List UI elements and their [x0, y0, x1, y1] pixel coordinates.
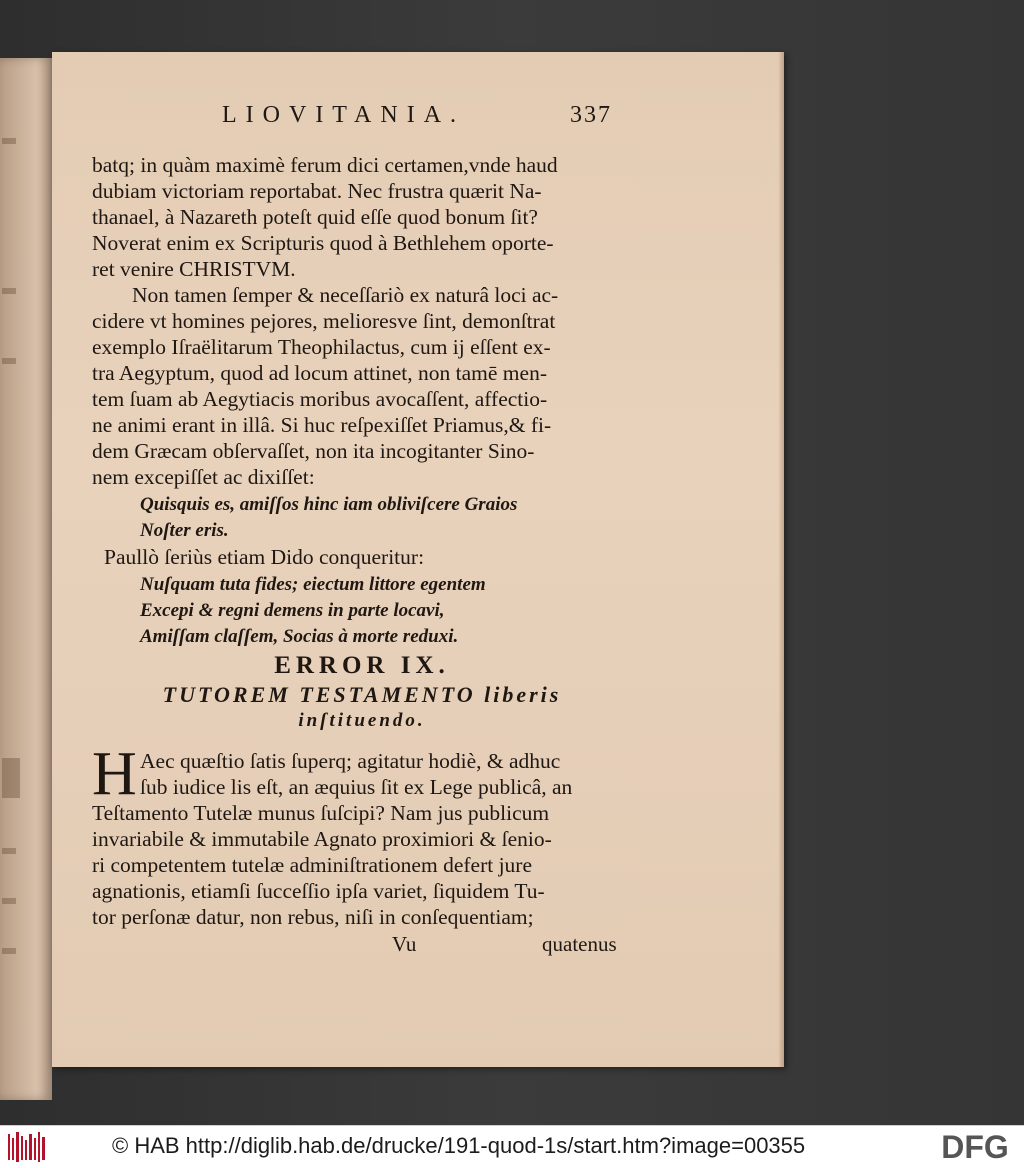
text-line: agnationis, etiamſi ſucceſſio ipſa variet, ſiquidem Tu- — [92, 879, 545, 903]
text-line: tor perſonæ datur, non rebus, niſi in conſequentiam; — [92, 905, 534, 929]
text-line: invariabile & immutabile Agnato proximiori & ſenio- — [92, 827, 552, 851]
running-title: LIOVITANIA. — [222, 102, 466, 128]
text-line: cidere vt homines pejores, melioresve ſint, demonſtrat — [92, 309, 556, 333]
barcode-icon — [8, 1132, 48, 1162]
verse-line: Nuſquam tuta fides; eiectum littore egentem — [140, 574, 486, 595]
previous-page-edge — [0, 58, 52, 1100]
text-line: dem Græcam obſervaſſet, non ita incogitanter Sino- — [92, 439, 535, 463]
text-line: Aec quæſtio ſatis ſuperq; agitatur hodiè, & adhuc — [140, 749, 561, 773]
text-line: ret venire CHRISTVM. — [92, 257, 296, 281]
verse-line: Quisquis es, amiſſos hinc iam obliviſcere Graios — [140, 494, 518, 515]
copyright-url[interactable]: © HAB http://diglib.hab.de/drucke/191-quod-1s/start.htm?image=00355 — [112, 1133, 806, 1158]
dfg-logo — [932, 1130, 1018, 1164]
text-line: tra Aegyptum, quod ad locum attinet, non tamē men- — [92, 361, 547, 385]
text-line: ri competentem tutelæ adminiſtrationem defert jure — [92, 853, 533, 877]
signature-mark: Vu — [392, 932, 417, 956]
page-edge-shadow — [778, 52, 784, 1067]
verse-line: Noſter eris. — [140, 520, 229, 541]
text-line: Non tamen ſemper & neceſſariò ex naturâ loci ac- — [132, 283, 559, 307]
text-line: batq; in quàm maximè ferum dici certamen,vnde haud — [92, 153, 558, 177]
text-line: exemplo Iſraëlitarum Theophilactus, cum ij eſſent ex- — [92, 335, 551, 359]
text-line: ne animi erant in illâ. Si huc reſpexiſſet Priamus,& fi- — [92, 413, 552, 437]
error-heading: ERROR IX. — [274, 652, 450, 679]
text-line: nem excepiſſet ac dixiſſet: — [92, 465, 315, 489]
text-line: Paullò ſeriùs etiam Dido conqueritur: — [104, 545, 425, 569]
verse-line: Amiſſam claſſem, Socias à morte reduxi. — [140, 626, 459, 647]
book-page — [52, 52, 784, 1067]
section-subheading: TUTOREM TESTAMENTO liberis — [162, 682, 562, 707]
text-line: Teſtamento Tutelæ munus ſuſcipi? Nam jus publicum — [92, 801, 550, 825]
section-subheading: inſtituendo. — [298, 710, 426, 731]
text-line: tem ſuam ab Aegytiacis moribus avocaſſent, affectio- — [92, 387, 548, 411]
text-line: ſub iudice lis eſt, an æquius ſit ex Lege publicâ, an — [140, 775, 573, 799]
running-header — [222, 102, 642, 138]
page-number: 337 — [570, 102, 612, 128]
verse-line: Excepi & regni demens in parte locavi, — [140, 600, 445, 621]
footer-bar — [0, 1125, 1024, 1168]
text-line: Noverat enim ex Scripturis quod à Bethlehem oporte- — [92, 231, 554, 255]
catchword: quatenus — [542, 932, 617, 956]
text-line: dubiam victoriam reportabat. Nec frustra quærit Na- — [92, 179, 542, 203]
text-line: thanael, à Nazareth poteſt quid eſſe quod bonum ſit? — [92, 205, 538, 229]
svg-text:DFG: DFG — [941, 1130, 1009, 1164]
drop-capital: H — [92, 740, 137, 808]
